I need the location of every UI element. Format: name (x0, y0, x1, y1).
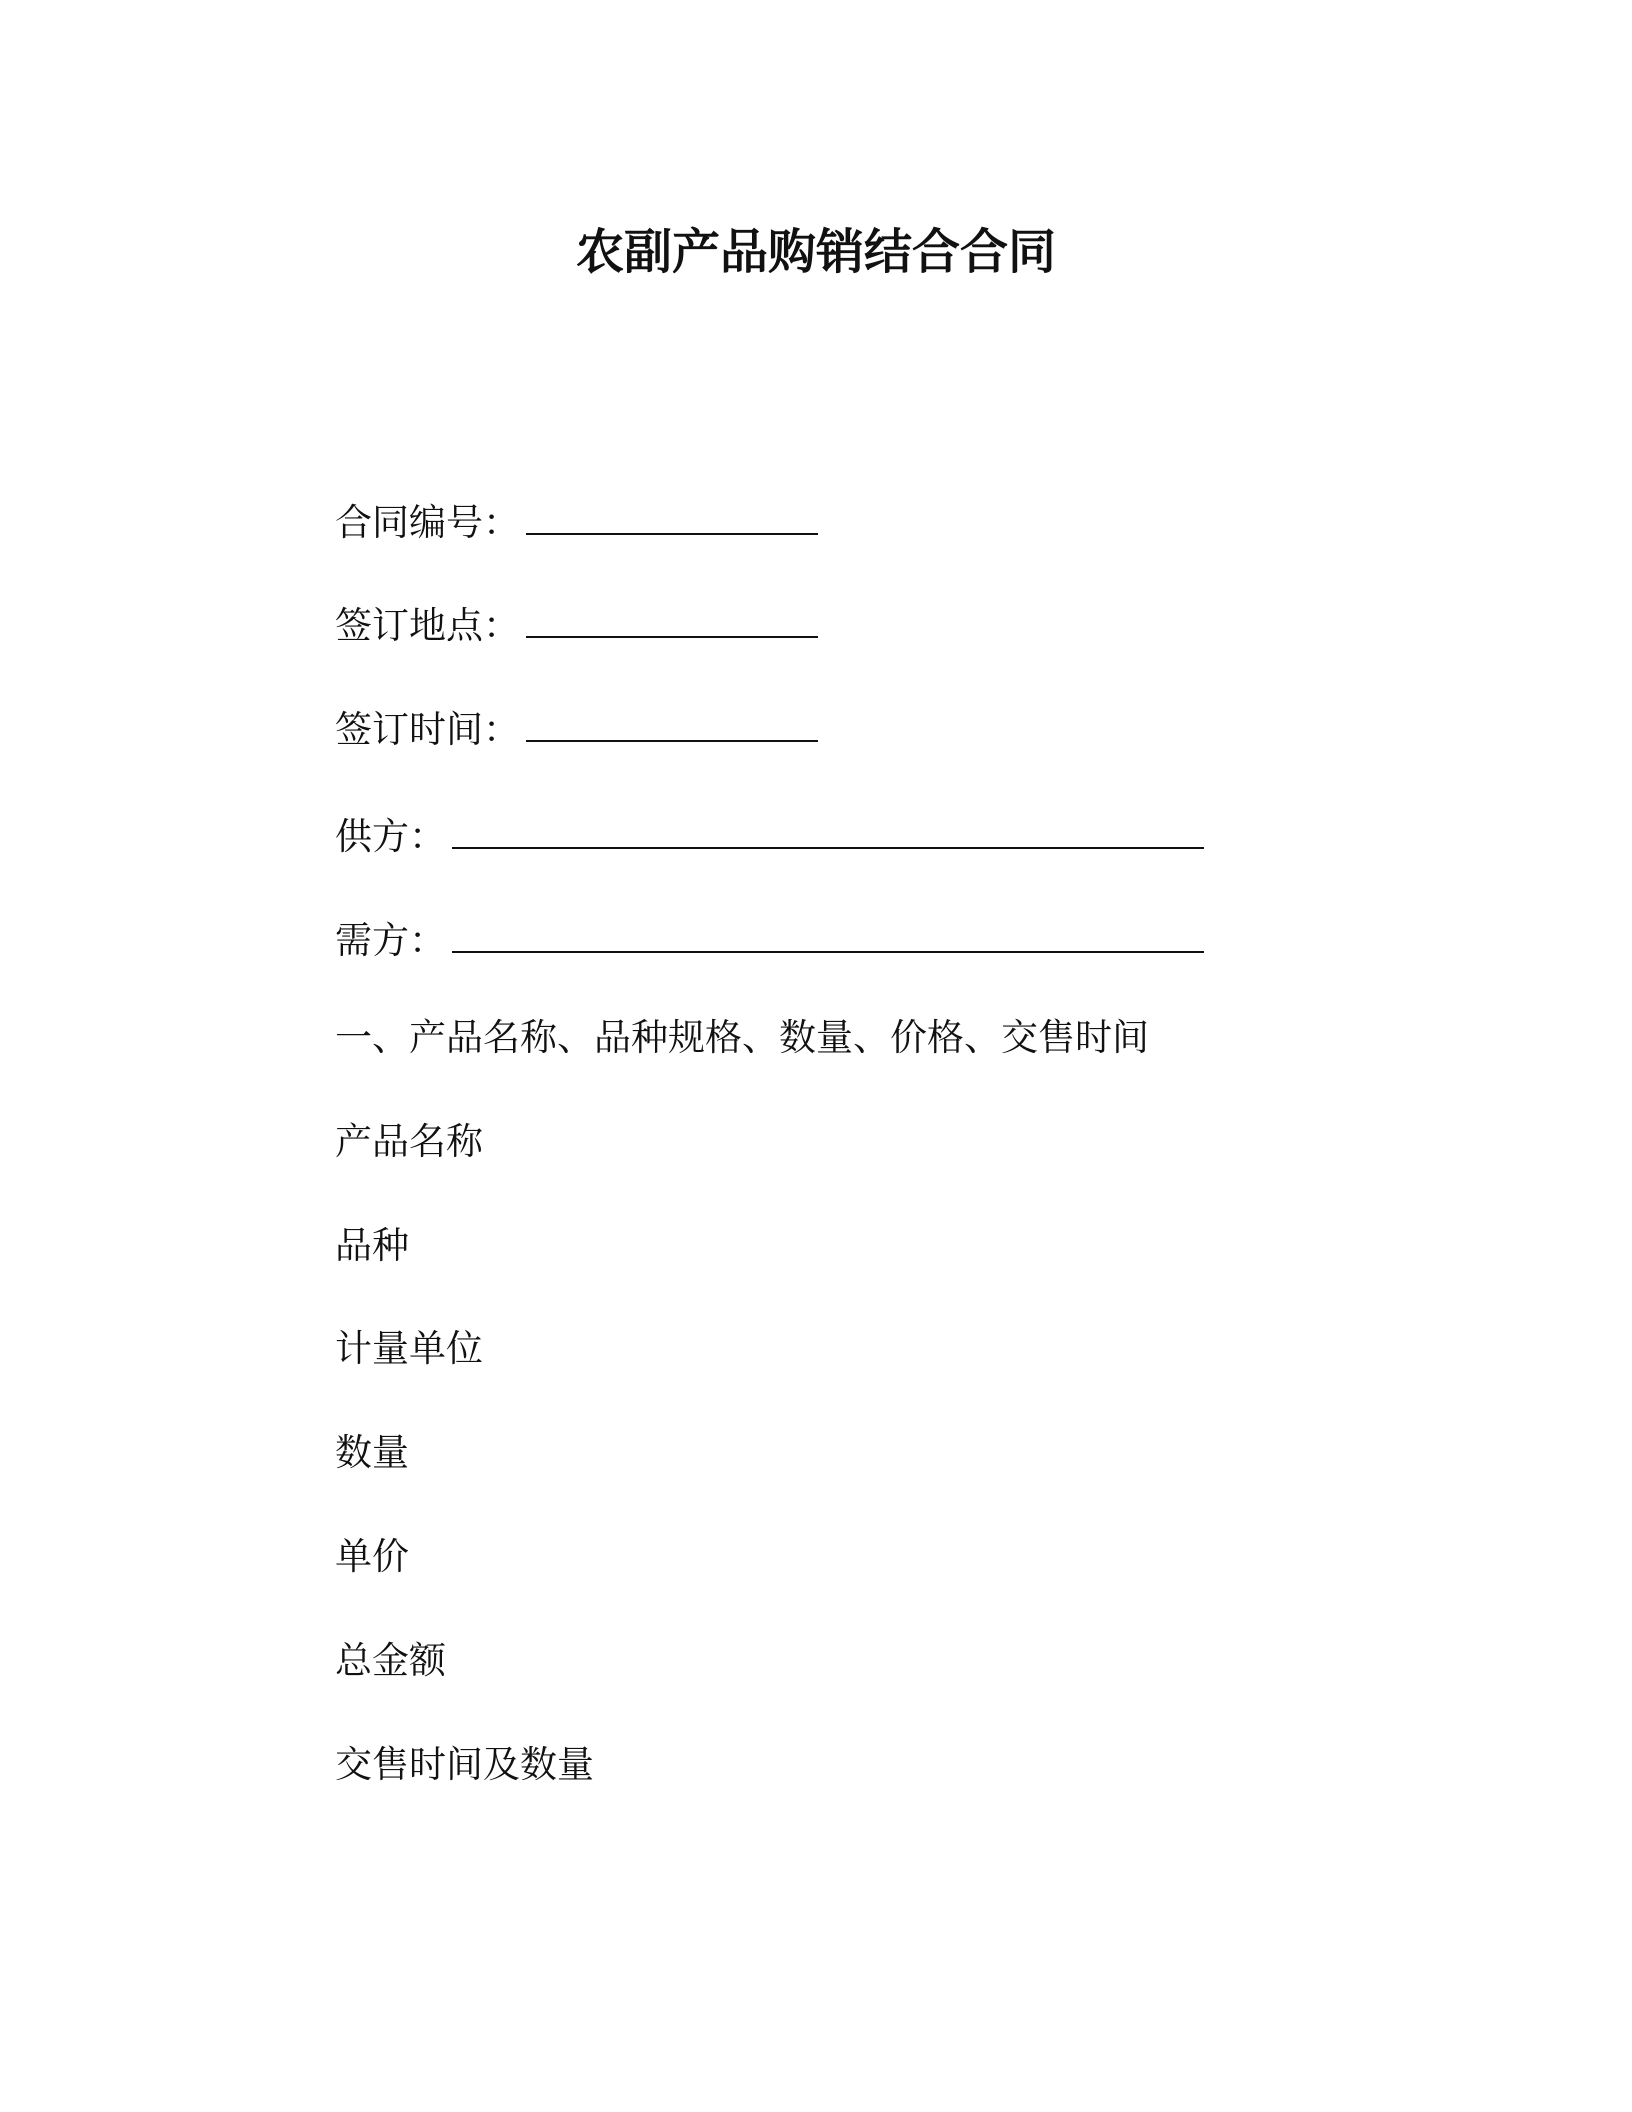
section-1-heading: 一、产品名称、品种规格、数量、价格、交售时间 (335, 1016, 1149, 1059)
item-total-amount: 总金额 (335, 1639, 446, 1682)
buyer-blank (452, 919, 1204, 953)
buyer-row (335, 916, 1204, 966)
item-product-name: 产品名称 (335, 1120, 483, 1163)
item-variety: 品种 (335, 1224, 409, 1267)
sign-time-row (335, 705, 818, 755)
supplier-blank (452, 815, 1204, 849)
sign-time-label: 签订时间： (335, 708, 520, 751)
buyer-label: 需方： (335, 919, 446, 962)
item-unit-price: 单价 (335, 1535, 409, 1578)
sign-place-row (335, 601, 818, 651)
item-unit: 计量单位 (335, 1327, 483, 1370)
sign-time-blank (526, 708, 818, 742)
item-quantity: 数量 (335, 1431, 409, 1474)
supplier-label: 供方： (335, 815, 446, 858)
contract-number-label: 合同编号： (335, 501, 520, 544)
contract-number-row (335, 498, 818, 548)
sign-place-label: 签订地点： (335, 604, 520, 647)
sign-place-blank (526, 604, 818, 638)
item-delivery-time-quantity: 交售时间及数量 (335, 1743, 594, 1786)
document-title: 农副产品购销结合合同 (575, 224, 1056, 280)
supplier-row (335, 812, 1204, 862)
contract-number-blank (526, 501, 818, 535)
